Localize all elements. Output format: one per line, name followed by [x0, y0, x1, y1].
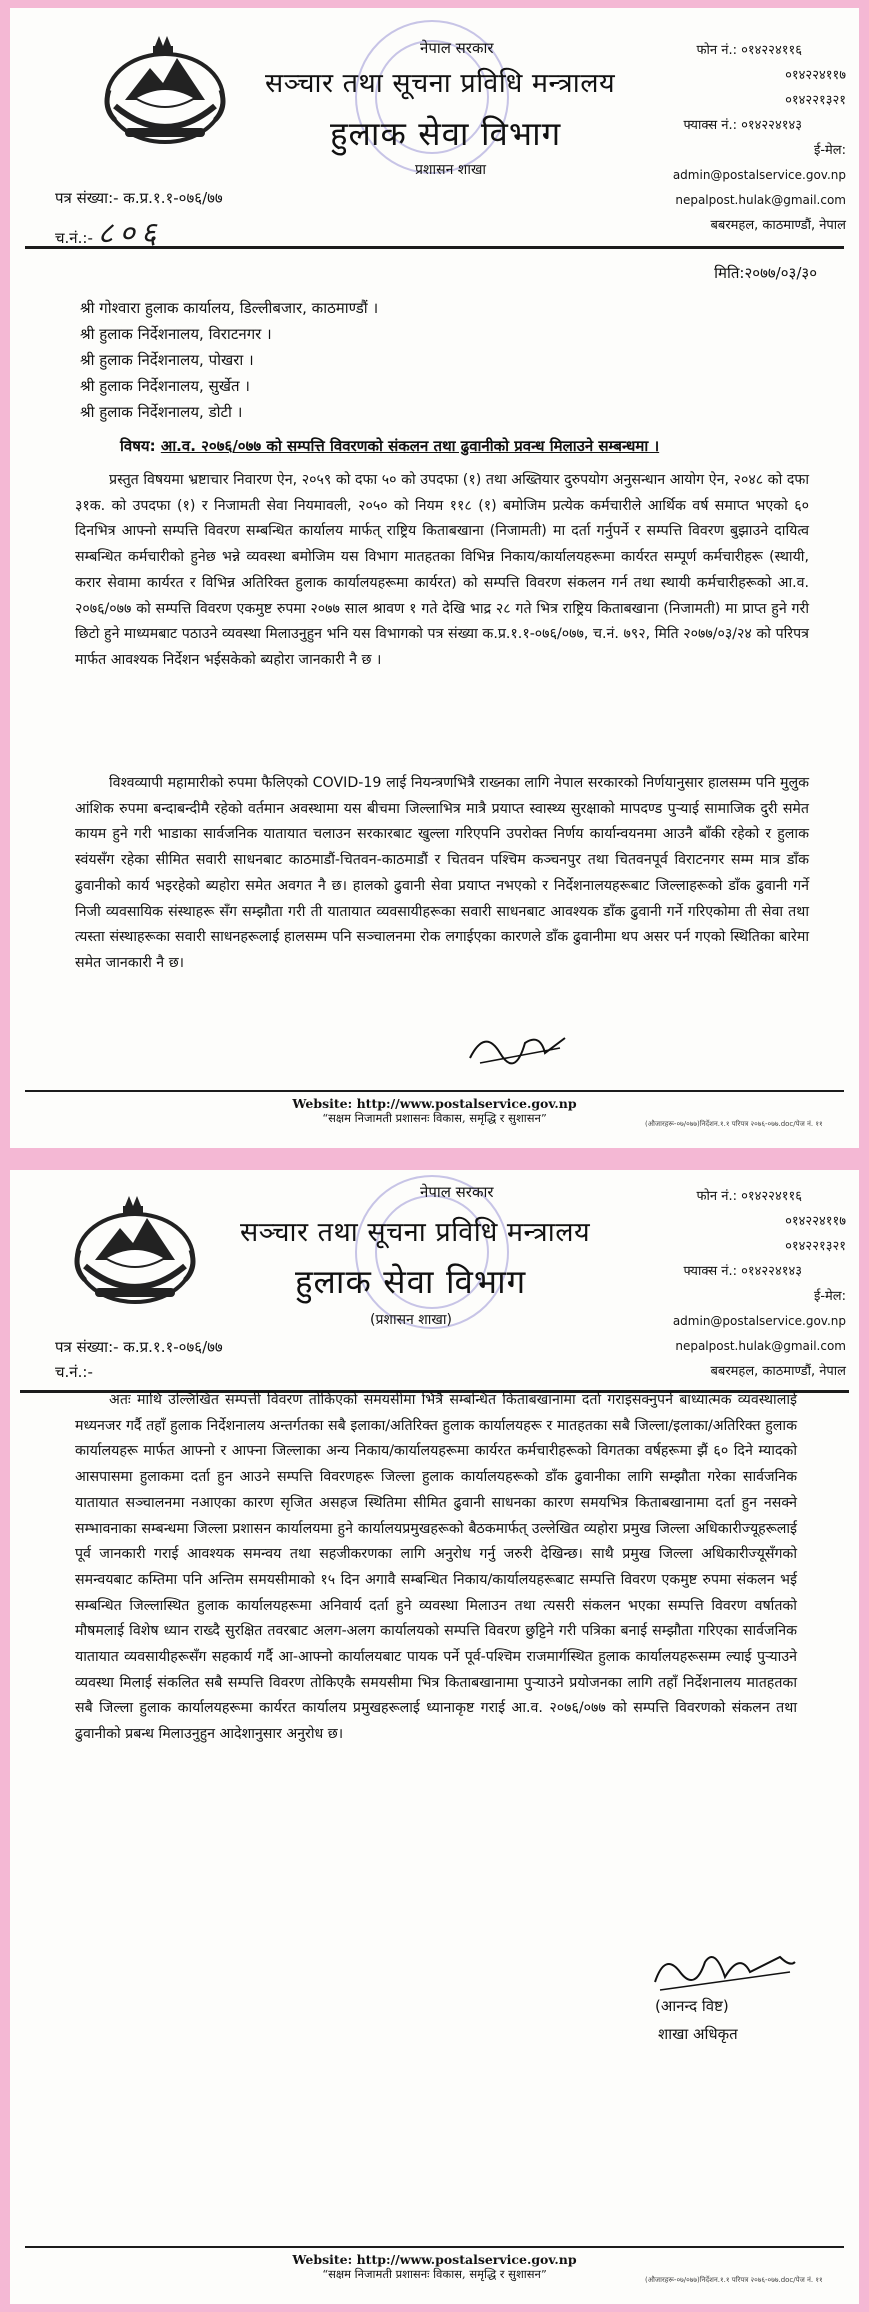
email-label: ई-मेल:	[813, 143, 846, 158]
addressee: श्री हुलाक निर्देशनालय, डोटी ।	[80, 403, 243, 421]
reference-number: पत्र संख्या:- क.प्र.१.१-०७६/७७	[55, 189, 223, 207]
body-paragraph: प्रस्तुत विषयमा भ्रष्टाचार निवारण ऐन, २०५९ को दफा ५० को उपदफा (१) तथा अख्तियार दुरुपयोग अनुसन्धान आयोग ऐन, २०४८ को दफा ३१क. को उपदफा (१) र निजामती सेवा नियमावली, २०५० को नियम ११८ (१) बमोजिम प्रत्येक कर्मचारीले आर्थिक वर्ष समाप्त भएको ६० दिनभित्र आफ्नो सम्पत्ति विवरण सम्बन्धित कार्यालय मार्फत् राष्ट्रिय किताबखाना (निजामती) मा दर्ता गर्नुपर्ने र सम्पत्ति विवरण बुझाउने दायित्व सम्बन्धित कर्मचारीको हुनेछ भन्ने व्यवस्था बमोजिम यस विभाग मातहतका विभिन्न निकाय/कार्यालयहरूमा कार्यरत सम्पूर्ण कर्मचारीहरू (स्थायी, करार सेवामा कार्यरत र विभिन्न अतिरिक्त हुलाक कार्यालयहरूमा कार्यरत) को सम्पत्ति विवरण संकलन गर्न तथा स्थायी कर्मचारीहरूको आ.व. २०७६/०७७ को सम्पत्ति विवरण एकमुष्ट रुपमा २०७७ साल श्रावण १ गते देखि भाद्र २८ गते भित्र राष्ट्रिय किताबखाना (निजामती) मा प्राप्त हुने गरी छिटो हुने माध्यमबाट पठाउने व्यवस्था मिलाउनुहुन भनि यस विभागको पत्र संख्या क.प्र.१.१-०७६/०७७, च.नं. ७९२, मिति २०७७/०३/२४ को परिपत्र मार्फत आवश्यक निर्देशन भईसकेको ब्यहोरा जानकारी नै छ ।	[75, 472, 810, 668]
footer-file-note: (औजारहरू-०७/०७७)निर्देशन.१.१ परिपत्र २०७६-०७७.doc/पेज नं. ११	[645, 2276, 823, 2284]
addressee-list	[80, 295, 378, 425]
header-ministry: सञ्चार तथा सूचना प्रविधि मन्त्रालय	[265, 68, 616, 99]
fax-row	[665, 113, 850, 138]
email-gmail: nepalpost.hulak@gmail.com	[675, 193, 846, 207]
reference-number: पत्र संख्या:- क.प्र.१.१-०७६/७७	[55, 1338, 223, 1356]
body-paragraph: विश्वव्यापी महामारीको रुपमा फैलिएको COVID-19 लाई नियन्त्रणभित्रै राख्नका लागि नेपाल सरकारको निर्णयानुसार हालसम्म पनि मुलुक आंशिक रुपमा बन्दाबन्दीमै रहेको वर्तमान अवस्थामा यस बीचमा जिल्लाभित्र मात्रै प्रयाप्त स्वास्थ्य सुरक्षाको मापदण्ड पुऱ्याई सामाजिक दुरी समेत कायम हुने गरी भाडाका सार्वजनिक यातायात चलाउन सरकारबाट खुल्ला गरिएपनि उपरोक्त निर्णय कार्यान्वयनमा आउनै बाँकी रहेको र हुलाक स्वंयसँग रहेका सीमित सवारी साधनबाट काठमाडौं-चितवन-काठमाडौं र चितवन पश्चिम कञ्चनपुर तथा चितवनपूर्व विराटनगर सम्म मात्र डाँक ढुवानीको कार्य भइरहेको ब्यहोरा समेत अवगत नै छ। हालको ढुवानी सेवा प्रयाप्त नभएको र निर्देशनालयहरूबाट जिल्लाहरूको डाँक ढुवानी गर्ने निजी व्यवसायिक संस्थाहरू सँग सम्झौता गरी ती यातायात व्यवसायीहरूका सवारी साधनबाट आवश्यक डाँक ढुवानी गर्ने गरिएकोमा ती सेवा तथा त्यस्ता संस्थाहरूका सवारी साधनहरूलाई हालसम्म पनि सञ्चालनमा रोक लगाईएका कारणले डाँक ढुवानीमा थप असर पर्न गएको स्थितिका बारेमा समेत जानकारी नै छ।	[75, 775, 809, 971]
footer-website: Website: http://www.postalservice.gov.np	[292, 2252, 577, 2267]
fax-number: ०१४२२४१४३	[741, 118, 802, 133]
addressee: श्री हुलाक निर्देशनालय, विराटनगर ।	[80, 325, 272, 343]
addressee: श्री हुलाक निर्देशनालय, सुर्खेत ।	[80, 377, 250, 395]
phone-label: फोन नं.:	[696, 43, 737, 58]
phone-1: ०१४२२४११६	[741, 1189, 802, 1204]
email-admin: admin@postalservice.gov.np	[672, 168, 846, 182]
header-branch: प्रशासन शाखा	[415, 162, 487, 178]
signatory-title: शाखा अधिकृत	[658, 2025, 738, 2043]
signatory-name: (आनन्द विष्ट)	[655, 1997, 729, 2015]
body-paragraph: अतः माथि उल्लिखित सम्पत्ती विवरण तोकिएको समयसीमा भित्रै सम्बन्धित किताबखानामा दर्ता गराइसक्नुपर्ने बाध्यात्मक व्यवस्थालाई मध्यनजर गर्दै तहाँ हुलाक निर्देशनालय अन्तर्गतका सबै इलाका/अतिरिक्त हुलाक कार्यालयहरू र मातहतका सबै जिल्ला/इलाका/अतिरिक्त हुलाक कार्यालयहरू मार्फत आफ्नो र आफ्ना जिल्लाका अन्य निकाय/कार्यालयहरूमा कार्यरत कर्मचारीहरूको विगतका वर्षहरूमा झैं ६० दिने म्यादको आसपासमा हुलाकमा दर्ता हुन आउने सम्पत्ति विवरणहरू जिल्ला हुलाक कार्यालयहरूको डाँक ढुवानीका लागि सम्झौता गरेका सार्वजनिक यातायात सञ्चालनमा नआएका कारण सृजित असहज स्थितिमा सीमित ढुवानी साधनका कारण समयभित्र किताबखानामा दर्ता हुन नसक्ने सम्भावनाका सम्बन्धमा जिल्ला प्रशासन कार्यालयमा हुने कार्यालयप्रमुखहरूको बैठकमार्फत् उल्लेखित व्यहोरा प्रमुख जिल्ला अधिकारीज्यूहरूलाई पूर्व जानकारी गराई आवश्यक समन्वय तथा सहजीकरणका लागि अनुरोध गर्नु जरुरी देखिन्छ। साथै प्रमुख जिल्ला अधिकारीज्यूसँगको समन्वयबाट कम्तिमा पनि अन्तिम समयसीमाको १५ दिन अगावै सम्बन्धित निकाय/कार्यालयहरूबाट सम्पत्ति विवरण एकमुष्ट रुपमा संकलन भई सम्बन्धित जिल्लास्थित हुलाक कार्यालयहरूमा अनिवार्य दर्ता हुने व्यवस्था मिलाउन तथा त्यसरी संकलन भएका सम्पत्ति विवरण वर्षातको मौषमलाई विशेष ध्यान राख्दै सुरक्षित तवरबाट अलग-अलग कार्यालयको सम्पत्ति विवरण छुट्टिने गरी पत्रिका बनाई सम्झौता गरिएका सार्वजनिक यातायात व्यवसायीहरूसँग सहकार्य गर्दै आ-आफ्नो कार्यालयबाट पायक पर्ने पूर्व-पश्चिम राजमार्गस्थित हुलाक कार्यालयहरूसम्म ल्याई पुऱ्याउने व्यवस्था मिलाई संकलित सबै सम्पत्ति विवरण तोकिएकै समयसीमा भित्र किताबखानामा पुऱ्याउने प्रयोजनका लागि तहाँ निर्देशनालय मातहतका सबै जिल्ला हुलाक कार्यालयहरूमा कार्यरत कार्यालय प्रमुखहरूलाई ध्यानाकृष्ट गराई आ.व. २०७६/०७७ को सम्पत्ति विवरणको संकलन तथा ढुवानीको प्रबन्ध मिलाउनुहुन आदेशानुसार अनुरोध छ।	[75, 1392, 797, 1743]
addressee: श्री गोश्वारा हुलाक कार्यालय, डिल्लीबजार, काठमाण्डौं ।	[80, 299, 379, 317]
phone-1: ०१४२२४११६	[741, 43, 802, 58]
subject-label: विषय:	[120, 437, 156, 455]
fax-row	[665, 1259, 850, 1284]
address: बबरमहल, काठमाण्डौं, नेपाल	[710, 1364, 846, 1379]
phone-2: ०१४२२४११७	[785, 1214, 846, 1229]
header-department: हुलाक सेवा विभाग	[295, 1262, 527, 1301]
footer-slogan: “सक्षम निजामती प्रशासनः विकास, समृद्धि र सुशासन”	[322, 1111, 547, 1125]
dispatch-label: च.नं.:-	[55, 229, 93, 247]
address: बबरमहल, काठमाण्डौं, नेपाल	[710, 218, 846, 233]
addressee: श्री हुलाक निर्देशनालय, पोखरा ।	[80, 351, 254, 369]
contact-block	[665, 1184, 850, 1384]
phone-label: फोन नं.:	[696, 1189, 737, 1204]
header-department: हुलाक सेवा विभाग	[330, 114, 562, 153]
contact-block	[665, 38, 850, 238]
footer-file-note: (औजारहरू-०७/०७७)निर्देशन.१.१ परिपत्र २०७६-०७७.doc/पेज नं. ११	[645, 1120, 823, 1128]
header-ministry: सञ्चार तथा सूचना प्रविधि मन्त्रालय	[240, 1217, 591, 1248]
fax-number: ०१४२२४१४३	[741, 1264, 802, 1279]
header-govt: नेपाल सरकार	[420, 1183, 494, 1201]
footer-website: Website: http://www.postalservice.gov.np	[292, 1096, 577, 1111]
dispatch-label: च.नं.:-	[55, 1363, 93, 1381]
footer-slogan: “सक्षम निजामती प्रशासनः विकास, समृद्धि र सुशासन”	[322, 2267, 547, 2281]
footer-divider	[25, 1090, 844, 1092]
phone-row	[665, 1184, 850, 1209]
fax-label: फ्याक्स नं.:	[683, 118, 737, 133]
letter-date: मिति:२०७७/०३/३०	[714, 264, 817, 282]
header-divider	[25, 246, 844, 249]
email-admin: admin@postalservice.gov.np	[672, 1314, 846, 1328]
email-gmail: nepalpost.hulak@gmail.com	[675, 1339, 846, 1353]
subject-text: आ.व. २०७६/०७७ को सम्पत्ति विवरणको संकलन तथा ढुवानीको प्रवन्ध मिलाउने सम्बन्धमा ।	[160, 437, 660, 455]
dispatch-number: ८०६	[97, 216, 163, 251]
subject-line	[120, 436, 659, 456]
header-govt: नेपाल सरकार	[420, 39, 494, 57]
fax-label: फ्याक्स नं.:	[683, 1264, 737, 1279]
phone-3: ०१४२२१३२१	[785, 93, 846, 108]
nepal-emblem-icon	[65, 1188, 205, 1308]
signature-mark	[465, 1018, 575, 1073]
phone-row	[665, 38, 850, 63]
letter-page-2	[10, 1170, 859, 2304]
phone-2: ०१४२२४११७	[785, 68, 846, 83]
phone-3: ०१४२२१३२१	[785, 1239, 846, 1254]
nepal-emblem-icon	[95, 28, 235, 148]
letter-page-1	[10, 8, 859, 1148]
footer-divider	[25, 2246, 844, 2248]
signature-mark	[650, 1942, 800, 1997]
header-branch: (प्रशासन शाखा)	[370, 1312, 452, 1328]
email-label: ई-मेल:	[813, 1289, 846, 1304]
